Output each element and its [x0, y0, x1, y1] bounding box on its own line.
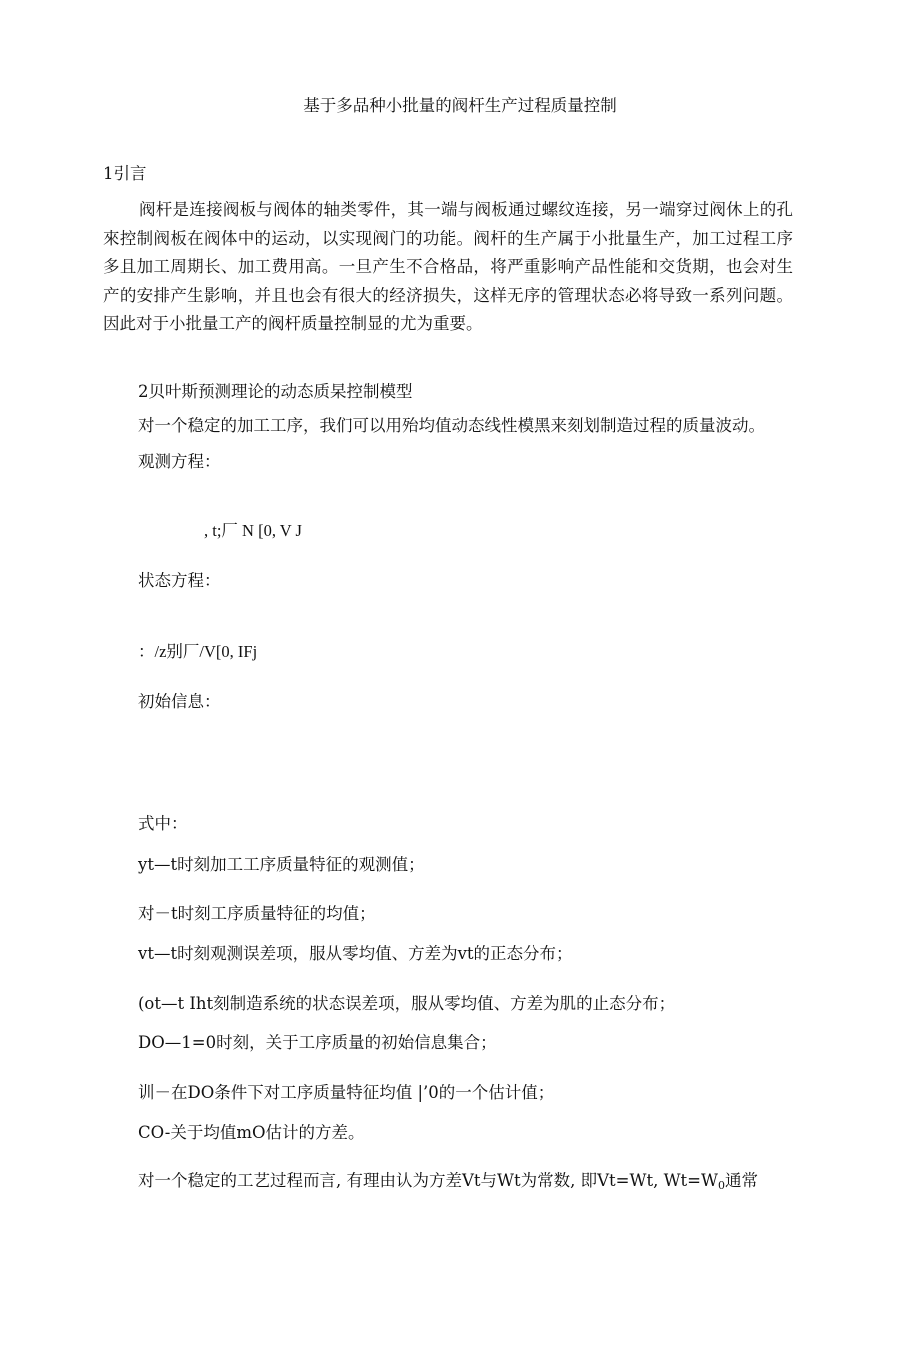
intro-paragraph: 阀杆是连接阀板与阀体的轴类零件，其一端与阀板通过螺纹连接，另一端穿过阀休上的孔來控制阀板在阀体中的运动，以实现阀门的功能。阀杆的生产属于小批量生产，加工过程工序多且加工周期长、加工费用高。一旦产生不合格品，将严重影响产品性能和交货期，也会对生产的安排产生影响，并且也会有很大的经济损失，这样无序的管理状态必将导致一系列问题。因此对于小批量工产的阀杆质量控制显的尤为重要。: [103, 200, 793, 333]
definition-mu: 训－在DO条件下对工序质量特征均值 |’0的一个估计值；: [138, 1083, 555, 1102]
section-1-heading: 1引言: [103, 164, 147, 183]
where-label: 式中：: [138, 814, 188, 833]
definition-co: CO-关于均值mO估计的方差。: [138, 1123, 365, 1142]
observation-equation-label: 观测方程：: [138, 452, 221, 471]
final-line-tail: 通常: [724, 1171, 758, 1190]
definition-vt: vt—t时刻观测误差项，服从零均值、方差为vt的正态分布；: [138, 944, 573, 963]
initial-info-label: 初始信息：: [138, 692, 221, 711]
document-title: 基于多品种小批量的阀杆生产过程质量控制: [303, 96, 617, 115]
definition-yt: yt—t时刻加工工序质量特征的观测值；: [138, 855, 425, 874]
definition-ot: (ot—t Iht刻制造系统的状态误差项，服从零均值、方差为肌的止态分布；: [138, 994, 676, 1013]
definition-mean: 对－t时刻工序质量特征的均值；: [138, 904, 376, 923]
observation-equation: , t;厂 N [0, V J: [204, 521, 302, 540]
section-2-heading: 2贝叶斯预测理论的动态质杲控制模型: [138, 382, 413, 401]
state-equation: ：/z别厂/V[0, IFj: [138, 642, 258, 661]
definition-do: DO—1=0时刻，关于工序质量的初始信息集合；: [138, 1033, 497, 1052]
final-line: [138, 1171, 758, 1191]
model-sentence: 对一个稳定的加工工序，我们可以用殆均值动态线性模黑来刻划制造过程的质量波动。: [138, 416, 765, 435]
final-line-subscript: 0: [717, 1179, 725, 1192]
state-equation-label: 状态方程：: [138, 571, 221, 590]
final-line-main: 对一个稳定的工艺过程而言, 有理由认为方差Vt与Wt为常数, 即Vt=Wt, Wt=W: [138, 1171, 718, 1190]
